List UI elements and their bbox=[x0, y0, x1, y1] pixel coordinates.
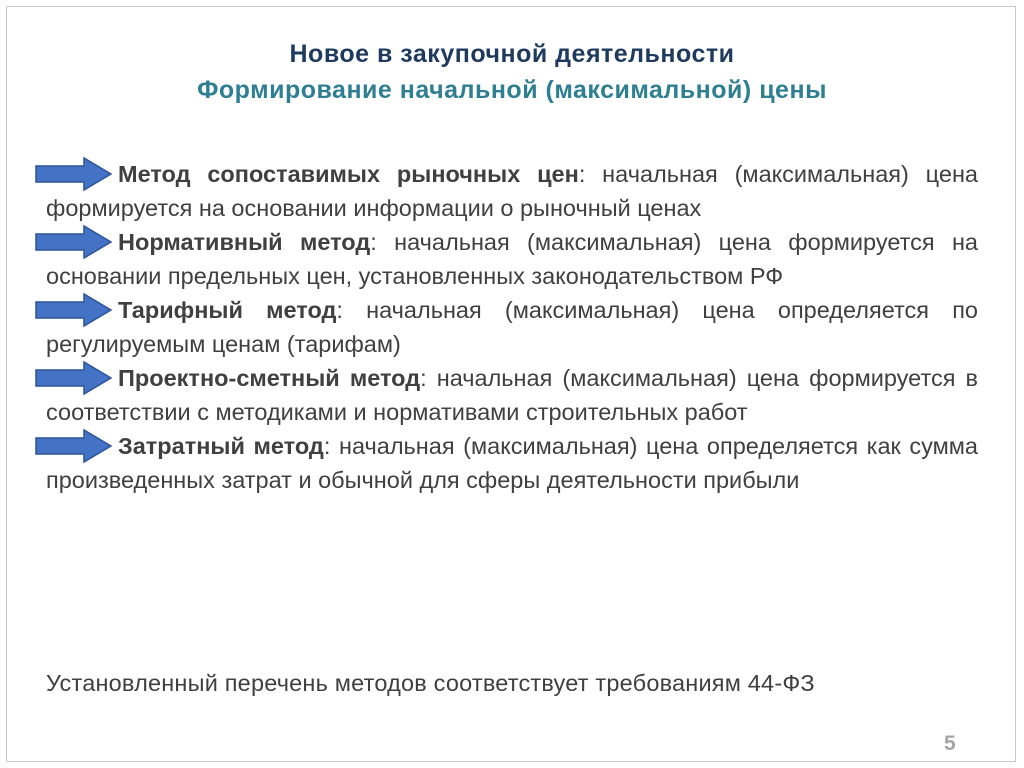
method-term: Тарифный метод bbox=[118, 297, 337, 323]
method-term: Метод сопоставимых рыночных цен bbox=[118, 161, 579, 187]
method-item-design-estimate bbox=[46, 361, 978, 429]
method-item-normative bbox=[46, 225, 978, 293]
method-term: Проектно-сметный метод bbox=[118, 365, 421, 391]
page-number: 5 bbox=[944, 732, 956, 755]
slide-subtitle: Формирование начальной (максимальной) цены bbox=[197, 76, 827, 104]
methods-list bbox=[46, 157, 978, 497]
method-description: начальная (максимальная) цена определяется как сумма произведенных затрат и обычной для сферы деятельности прибыли bbox=[46, 433, 979, 493]
method-term: Нормативный метод bbox=[118, 229, 371, 255]
right-arrow-icon bbox=[34, 225, 114, 259]
method-term: Затратный метод bbox=[118, 433, 324, 459]
method-description: начальная (максимальная) цена определяется по регулируемым ценам (тарифам) bbox=[46, 297, 978, 357]
method-description: начальная (максимальная) цена формируется на основании предельных цен, установленных законодательством РФ bbox=[46, 229, 978, 289]
right-arrow-icon bbox=[34, 361, 114, 395]
method-item-tariff bbox=[46, 293, 978, 361]
method-item-cost bbox=[46, 429, 978, 497]
method-separator: : bbox=[336, 297, 343, 323]
method-separator: : bbox=[578, 161, 586, 187]
method-item-market-prices bbox=[46, 157, 978, 225]
slide-title: Новое в закупочной деятельности bbox=[289, 40, 735, 68]
method-description: начальная (максимальная) цена формируется на основании информации о рыночный ценах bbox=[46, 161, 978, 221]
method-separator: : bbox=[420, 365, 427, 391]
right-arrow-icon bbox=[34, 157, 114, 191]
method-separator: : bbox=[323, 433, 331, 459]
right-arrow-icon bbox=[34, 293, 114, 327]
method-separator: : bbox=[370, 229, 377, 255]
law-compliance-note: Установленный перечень методов соответствует требованиям 44-ФЗ bbox=[46, 670, 815, 696]
right-arrow-icon bbox=[34, 429, 114, 463]
method-description: начальная (максимальная) цена формируется в соответствии с методиками и нормативами строительных работ bbox=[46, 365, 978, 425]
